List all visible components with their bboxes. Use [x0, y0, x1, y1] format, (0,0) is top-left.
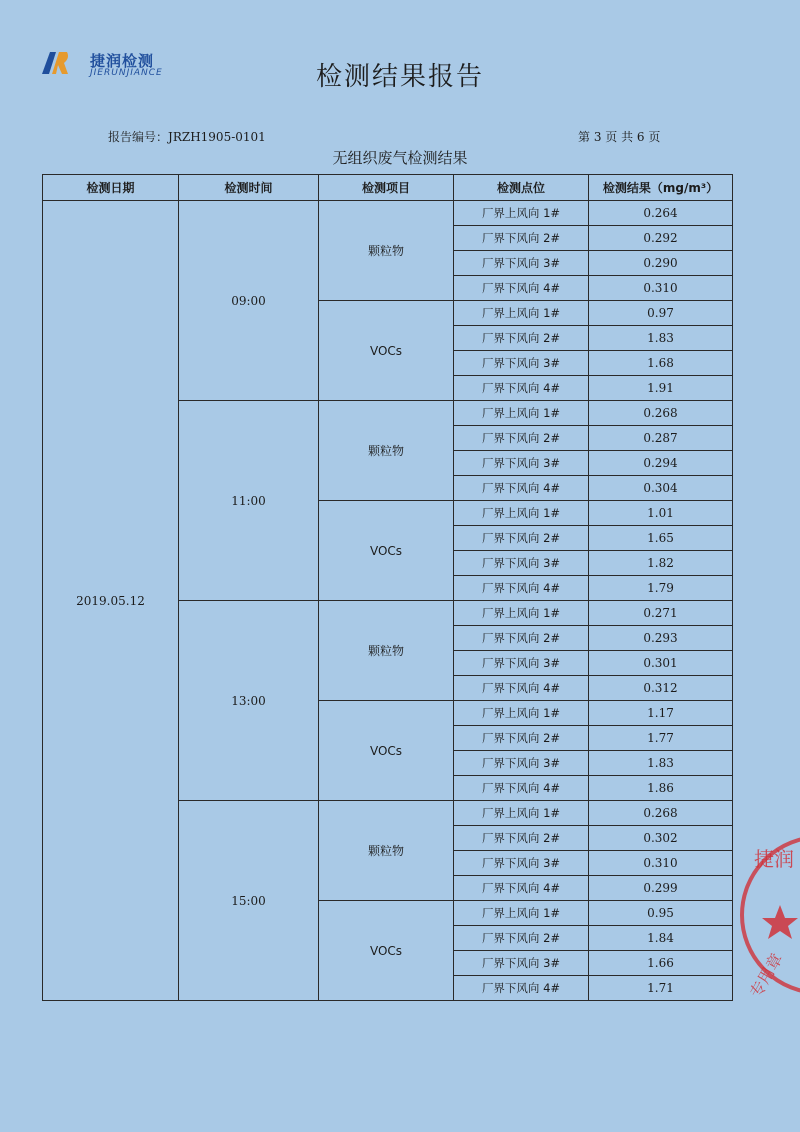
result-cell: 0.302 [589, 826, 733, 851]
item-cell: 颗粒物 [319, 201, 454, 301]
logo-en-text: JIERUNJIANCE [90, 68, 163, 78]
point-cell: 厂界上风向 1# [454, 401, 589, 426]
result-cell: 1.77 [589, 726, 733, 751]
time-cell: 13:00 [179, 601, 319, 801]
result-cell: 1.01 [589, 501, 733, 526]
result-cell: 1.71 [589, 976, 733, 1001]
section-title: 无组织废气检测结果 [332, 149, 468, 167]
point-cell: 厂界下风向 4# [454, 276, 589, 301]
result-cell: 0.95 [589, 901, 733, 926]
point-cell: 厂界下风向 4# [454, 476, 589, 501]
date-cell: 2019.05.12 [43, 201, 179, 1001]
result-cell: 0.97 [589, 301, 733, 326]
result-cell: 1.82 [589, 551, 733, 576]
result-cell: 0.294 [589, 451, 733, 476]
result-cell: 0.287 [589, 426, 733, 451]
result-cell: 1.83 [589, 751, 733, 776]
point-cell: 厂界上风向 1# [454, 901, 589, 926]
result-cell: 1.66 [589, 951, 733, 976]
result-cell: 0.310 [589, 276, 733, 301]
page-info: 第 3 页 共 6 页 [578, 130, 661, 144]
point-cell: 厂界下风向 3# [454, 851, 589, 876]
result-cell: 0.310 [589, 851, 733, 876]
item-cell: VOCs [319, 301, 454, 401]
point-cell: 厂界下风向 4# [454, 976, 589, 1001]
results-table [42, 174, 733, 1001]
result-cell: 0.299 [589, 876, 733, 901]
point-cell: 厂界上风向 1# [454, 801, 589, 826]
column-header: 检测日期 [43, 175, 179, 201]
point-cell: 厂界下风向 3# [454, 651, 589, 676]
result-cell: 1.91 [589, 376, 733, 401]
svg-text:捷润: 捷润 [754, 847, 794, 871]
item-cell: VOCs [319, 501, 454, 601]
point-cell: 厂界上风向 1# [454, 201, 589, 226]
point-cell: 厂界上风向 1# [454, 501, 589, 526]
report-title: 检测结果报告 [315, 62, 484, 92]
result-cell: 0.268 [589, 401, 733, 426]
point-cell: 厂界下风向 3# [454, 351, 589, 376]
result-cell: 0.268 [589, 801, 733, 826]
result-cell: 1.65 [589, 526, 733, 551]
point-cell: 厂界下风向 2# [454, 326, 589, 351]
result-cell: 1.83 [589, 326, 733, 351]
report-number-value: JRZH1905-0101 [168, 130, 266, 144]
point-cell: 厂界下风向 2# [454, 526, 589, 551]
point-cell: 厂界下风向 2# [454, 226, 589, 251]
column-header: 检测时间 [179, 175, 319, 201]
item-cell: 颗粒物 [319, 401, 454, 501]
result-cell: 0.293 [589, 626, 733, 651]
column-header: 检测项目 [319, 175, 454, 201]
result-cell: 0.312 [589, 676, 733, 701]
result-cell: 0.301 [589, 651, 733, 676]
point-cell: 厂界下风向 4# [454, 876, 589, 901]
result-cell: 1.84 [589, 926, 733, 951]
point-cell: 厂界下风向 3# [454, 551, 589, 576]
point-cell: 厂界下风向 2# [454, 926, 589, 951]
result-cell: 0.271 [589, 601, 733, 626]
result-cell: 1.68 [589, 351, 733, 376]
table-header-row [43, 175, 733, 201]
point-cell: 厂界下风向 2# [454, 426, 589, 451]
point-cell: 厂界下风向 2# [454, 826, 589, 851]
table-row [43, 201, 733, 226]
svg-text:专用章: 专用章 [746, 949, 787, 1002]
point-cell: 厂界下风向 3# [454, 251, 589, 276]
point-cell: 厂界下风向 4# [454, 776, 589, 801]
point-cell: 厂界上风向 1# [454, 701, 589, 726]
point-cell: 厂界上风向 1# [454, 301, 589, 326]
point-cell: 厂界上风向 1# [454, 601, 589, 626]
time-cell: 11:00 [179, 401, 319, 601]
point-cell: 厂界下风向 3# [454, 751, 589, 776]
time-cell: 09:00 [179, 201, 319, 401]
result-cell: 0.290 [589, 251, 733, 276]
point-cell: 厂界下风向 3# [454, 451, 589, 476]
logo-cn-text: 捷润检测 [90, 52, 155, 70]
point-cell: 厂界下风向 2# [454, 626, 589, 651]
item-cell: VOCs [319, 901, 454, 1001]
point-cell: 厂界下风向 4# [454, 676, 589, 701]
item-cell: VOCs [319, 701, 454, 801]
point-cell: 厂界下风向 4# [454, 576, 589, 601]
point-cell: 厂界下风向 3# [454, 951, 589, 976]
item-cell: 颗粒物 [319, 801, 454, 901]
time-cell: 15:00 [179, 801, 319, 1001]
result-cell: 0.264 [589, 201, 733, 226]
result-cell: 1.17 [589, 701, 733, 726]
official-seal-stamp [740, 820, 800, 1010]
result-cell: 0.304 [589, 476, 733, 501]
result-cell: 1.79 [589, 576, 733, 601]
result-cell: 1.86 [589, 776, 733, 801]
table-body [43, 201, 733, 1001]
column-header: 检测点位 [454, 175, 589, 201]
item-cell: 颗粒物 [319, 601, 454, 701]
result-cell: 0.292 [589, 226, 733, 251]
column-header: 检测结果（mg/m³） [589, 175, 733, 201]
report-number-label: 报告编号： [108, 130, 169, 144]
point-cell: 厂界下风向 4# [454, 376, 589, 401]
point-cell: 厂界下风向 2# [454, 726, 589, 751]
report-number [108, 128, 266, 145]
